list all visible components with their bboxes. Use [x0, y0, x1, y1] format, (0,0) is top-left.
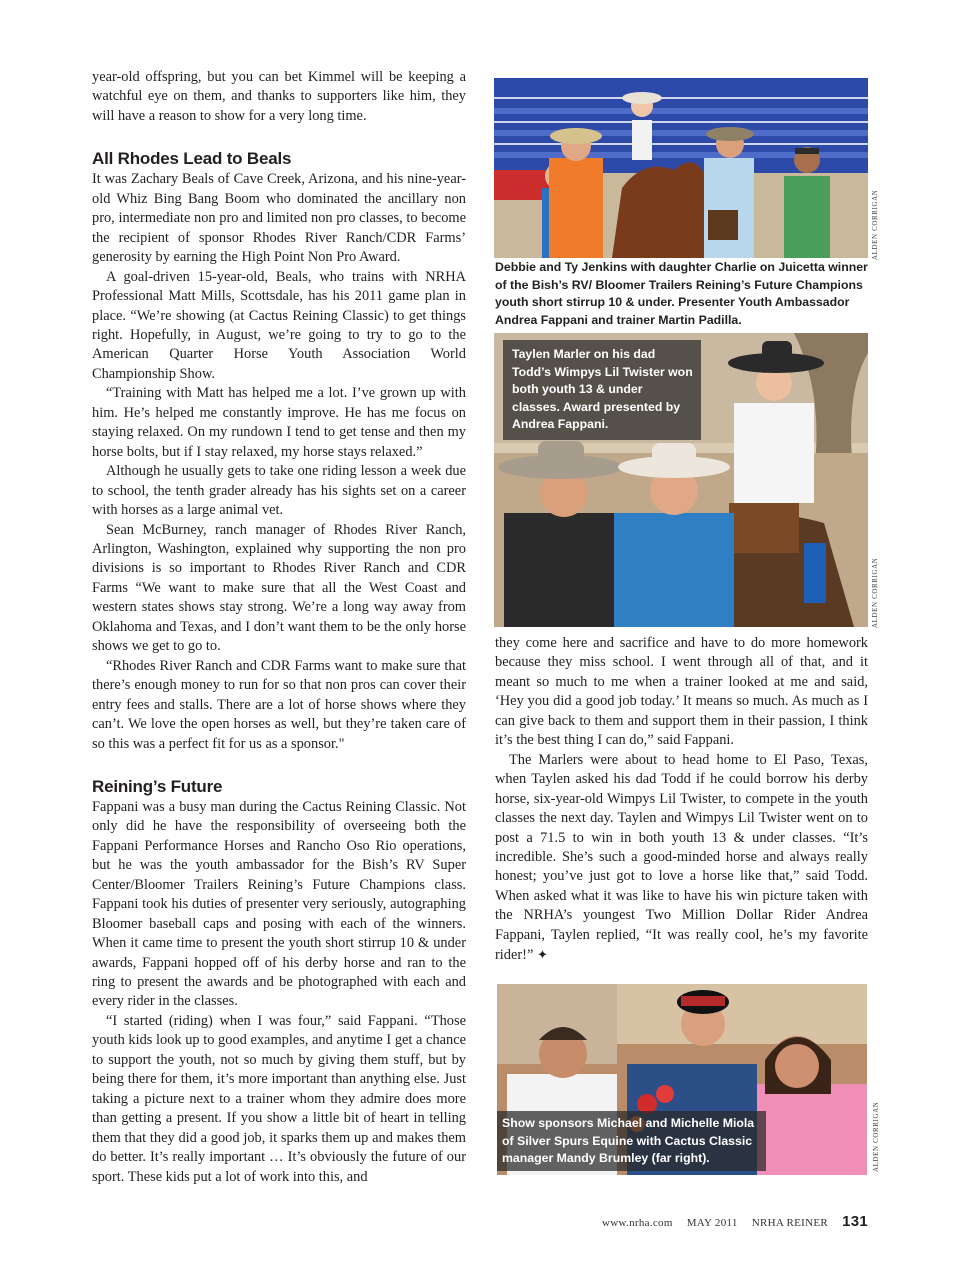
- paragraph: “I started (riding) when I was four,” said Fappani. “Those youth kids look up to good examples, and anytime I get a chance to support the youth, not so much by giving them stuff, but by being there for them, it’s more important than anything else. Just taking a picture next to a trainer whom they admire does more than getting a present. If you show a little bit of heart in telling them that they did a good job, it sparks them up and makes them do better. It’s really important … It’s obviously the future of our sport. These kids put a lot of work into this, and: [92, 1012, 466, 1185]
- photo-caption-miola: Show sponsors Michael and Michelle Miola of Silver Spurs Equine with Cactus Classic manager Mandy Brumley (far right).: [497, 1111, 766, 1171]
- paragraph: they come here and sacrifice and have to do more homework because they miss school. I went through all of that, and it meant so much to me when a trainer looked at me and said, ‘Hey you did a good job today.’ It means so much. As much as I can give back to them and support them in their passion, I think it’s the best thing I can do,” said Fappani.: [495, 635, 868, 749]
- footer-magazine: NRHA REINER: [751, 1217, 829, 1229]
- section-heading-reinings-future: Reining’s Future: [92, 776, 223, 796]
- page-number: 131: [842, 1213, 868, 1230]
- paragraph: “Rhodes River Ranch and CDR Farms want to make sure that there’s enough money to run for so that non pros can cover their entry fees and stalls. There are a lot of horse shows where they can’t. We love the open horses as well, but they’re taken care of so this was a perfect fit for us as a sponsor.": [92, 657, 466, 752]
- photo-credit: ALDEN CORRIGAN: [872, 1101, 880, 1172]
- footer-url: www.nrha.com: [602, 1217, 673, 1229]
- paragraph: “Training with Matt has helped me a lot. I’ve grown up with him. He’s helped me constantly improve. He has me focus on staying relaxed. On my rundown I tend to get tense and then my horse bolts, but if I stay relaxed, my horse stays relaxed.”: [92, 385, 466, 460]
- photo-credit: ALDEN CORRIGAN: [871, 557, 879, 628]
- paragraph: Although he usually gets to take one riding lesson a week due to school, the tenth grader already has his sights set on a career with horses as a large animal vet.: [92, 463, 466, 519]
- paragraph: A goal-driven 15-year-old, Beals, who trains with NRHA Professional Matt Mills, Scottsdale, has his 2011 game plan in place. “We’re showing (at Cactus Reining Classic) to get things right. Hopefully, in August, we’re going to try to go to the American Quarter Horse Youth Association World Championship Show.: [92, 268, 466, 382]
- paragraph: Sean McBurney, ranch manager of Rhodes River Ranch, Arlington, Washington, explained why supporting the non pro divisions is so important to Rhodes River Ranch and CDR Farms “We want to make sure that all the West Coast and western states shows stay strong. We’re a long way away from Oklahoma and Texas, and I don’t want them to be the only horse shows we get to go to.: [92, 521, 466, 655]
- paragraph: [495, 751, 868, 966]
- photo-jenkins-winners: [494, 78, 868, 258]
- intro-paragraph: year-old offspring, but you can bet Kimmel will be keeping a watchful eye on them, and thanks to supporters like him, they will have a reason to show for a very long time.: [92, 69, 466, 124]
- right-column: [495, 634, 868, 966]
- end-mark-icon: ✦: [536, 947, 548, 963]
- photo-caption-jenkins: Debbie and Ty Jenkins with daughter Charlie on Juicetta winner of the Bish’s RV/ Bloomer Trailers Reining’s Future Champions youth short stirrup 10 & under. Presenter Youth Ambassador Andrea Fappani and trainer Martin Padilla.: [495, 260, 868, 327]
- photo-credit: ALDEN CORRIGAN: [871, 189, 879, 260]
- paragraph-text: The Marlers were about to head home to El Paso, Texas, when Taylen asked his dad Todd if he could borrow his derby horse, six-year-old Wimpys Lil Twister, to compete in the youth classes the next day. Taylen and Wimpys Lil Twister went on to post a 71.5 to win in both youth 13 & under classes. “It’s incredible. She’s such a good-minded horse and always really honest; you’ve just got to love a horse like that,” said Todd. When asked what it was like to have his win picture taken with the NRHA’s youngest Two Million Dollar Rider Andrea Fappani, Taylen replied, “It was really cool, he’s my favorite rider!”: [495, 751, 868, 964]
- footer-issue: MAY 2011: [686, 1217, 738, 1229]
- left-column: [92, 68, 466, 1187]
- paragraph: It was Zachary Beals of Cave Creek, Arizona, and his nine-year-old Whiz Bing Bang Boom who dominated the ancillary non pro, intermediate non pro and limited non pro classes, to become the recipient of sponsor Rhodes River Ranch/CDR Farms’ generosity by earning the High Point Non Pro Award.: [92, 171, 466, 266]
- photo-jenkins-image: [494, 78, 868, 258]
- paragraph: Fappani was a busy man during the Cactus Reining Classic. Not only did he have the responsibility of overseeing both the Fappani Performance Horses and Rancho Oso Rio operations, but he was the youth ambassador for the Bish’s RV Super Center/Bloomer Trailers Reining’s Future Champions class. Fappani took his duties of presenter very seriously, autographing Bloomer baseball caps and posing with each of the winners. When it came time to present the youth short stirrup 10 & under awards, Fappani hopped off of his derby horse and ran to the ring to present the awards and be photographed with each and every rider in the classes.: [92, 798, 466, 1010]
- section-heading-beals: All Rhodes Lead to Beals: [92, 149, 292, 169]
- page-footer: [602, 1213, 868, 1230]
- photo-caption-marler: Taylen Marler on his dad Todd’s Wimpys Lil Twister won both youth 13 & under classes. Award presented by Andrea Fappani.: [503, 340, 701, 440]
